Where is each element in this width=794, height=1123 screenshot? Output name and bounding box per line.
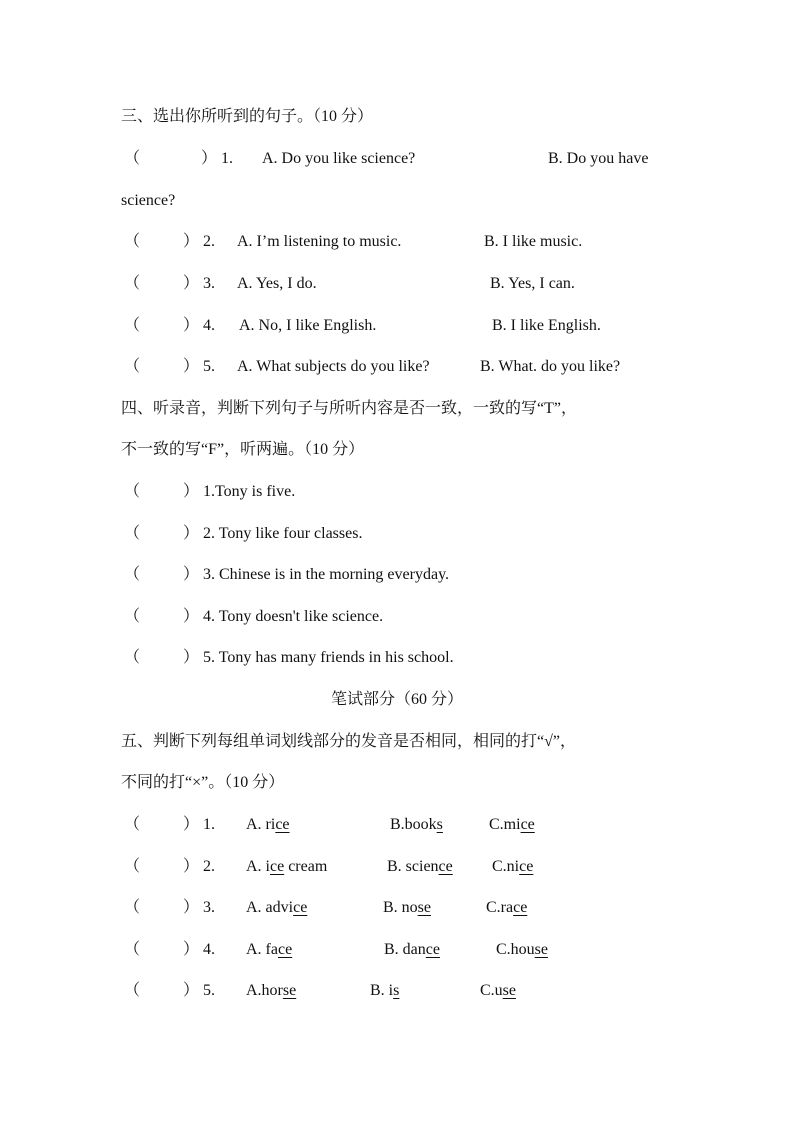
answer-close-paren: ） — [201, 150, 218, 167]
s5-group-5 — [0, 981, 794, 1001]
word-b — [390, 815, 443, 835]
option-b: B. I like English. — [492, 317, 601, 334]
answer-close-paren: ） — [183, 275, 200, 292]
option-a: A. Do you like science? — [262, 150, 416, 167]
answer-close-paren: ） — [183, 608, 200, 625]
answer-close-paren: ） — [183, 941, 200, 958]
underlined-part: ce — [425, 941, 440, 958]
s5-group-3 — [0, 898, 794, 918]
word-text: A. ri — [246, 816, 276, 833]
word-c — [496, 940, 548, 960]
statement-text: 3. Chinese is in the morning everyday. — [203, 566, 450, 583]
answer-open-paren: （ — [124, 858, 141, 875]
word-text: B. no — [383, 899, 418, 916]
s4-statement-4 — [0, 607, 794, 627]
answer-close-paren: ） — [183, 899, 200, 916]
word-text: A. advi — [246, 899, 294, 916]
s5-group-2 — [0, 857, 794, 877]
answer-open-paren: （ — [124, 275, 141, 292]
underlined-part: se — [534, 941, 548, 958]
answer-open-paren: （ — [124, 358, 141, 375]
statement-text: 4. Tony doesn't like science. — [203, 608, 384, 625]
word-text: C.u — [480, 982, 503, 999]
word-a — [246, 815, 290, 835]
underlined-part: ce — [275, 816, 290, 833]
s3-question-1-continued: science? — [121, 192, 176, 209]
question-number: 5. — [203, 982, 215, 999]
word-c — [489, 815, 535, 835]
s3-question-4 — [0, 316, 794, 336]
option-a: A. What subjects do you like? — [237, 358, 430, 375]
option-a: A. No, I like English. — [239, 317, 377, 334]
underlined-part: ce — [519, 858, 534, 875]
answer-close-paren: ） — [183, 982, 200, 999]
word-text: A.hor — [246, 982, 283, 999]
answer-close-paren: ） — [183, 317, 200, 334]
answer-open-paren: （ — [124, 941, 141, 958]
word-text: B.book — [390, 816, 437, 833]
question-number: 1. — [221, 150, 233, 167]
answer-open-paren: （ — [124, 982, 141, 999]
s3-question-5 — [0, 357, 794, 377]
s3-question-3 — [0, 274, 794, 294]
word-a — [246, 940, 292, 960]
statement-text: 1.Tony is five. — [203, 483, 296, 500]
underlined-part: se — [417, 899, 431, 916]
underlined-part: ce — [438, 858, 453, 875]
word-c — [480, 981, 516, 1001]
question-number: 3. — [203, 275, 215, 292]
word-text: C.ni — [492, 858, 520, 875]
s3-question-1 — [0, 149, 794, 169]
underlined-part: s — [393, 982, 400, 999]
answer-close-paren: ） — [183, 858, 200, 875]
answer-close-paren: ） — [183, 358, 200, 375]
word-text: C.ra — [486, 899, 514, 916]
underlined-part: ce — [520, 816, 535, 833]
section5-title-line1: 五、判断下列每组单词划线部分的发音是否相同，相同的打“√”， — [121, 733, 576, 750]
question-number: 3. — [203, 899, 215, 916]
word-text: C.hou — [496, 941, 535, 958]
underlined-part: ce — [270, 858, 285, 875]
word-b — [370, 981, 399, 1001]
written-part-heading: 笔试部分（60 分） — [330, 691, 463, 708]
underlined-part: se — [502, 982, 516, 999]
word-text: B. scien — [387, 858, 439, 875]
answer-close-paren: ） — [183, 649, 200, 666]
answer-open-paren: （ — [124, 566, 141, 583]
option-a: A. Yes, I do. — [237, 275, 317, 292]
question-number: 2. — [203, 858, 215, 875]
question-number: 5. — [203, 358, 215, 375]
question-number: 4. — [203, 317, 215, 334]
word-a — [246, 898, 307, 918]
word-b — [383, 898, 431, 918]
statement-text: 2. Tony like four classes. — [203, 525, 363, 542]
underlined-part: se — [282, 982, 297, 999]
underlined-part: ce — [513, 899, 528, 916]
section5-title-line2: 不同的打“×”。（10 分） — [121, 774, 285, 791]
s3-question-2 — [0, 232, 794, 252]
word-a — [246, 981, 296, 1001]
word-c — [486, 898, 527, 918]
option-b: B. What. do you like? — [480, 358, 621, 375]
word-b — [384, 940, 440, 960]
answer-open-paren: （ — [124, 649, 141, 666]
answer-open-paren: （ — [124, 317, 141, 334]
section4-title-line2: 不一致的写“F”，听两遍。（10 分） — [121, 441, 365, 458]
word-a — [246, 857, 327, 877]
option-b: B. Do you have — [548, 150, 649, 167]
answer-open-paren: （ — [124, 233, 141, 250]
question-number: 1. — [203, 816, 215, 833]
answer-open-paren: （ — [124, 483, 141, 500]
word-text: cream — [284, 858, 328, 875]
question-number: 4. — [203, 941, 215, 958]
answer-open-paren: （ — [124, 525, 141, 542]
answer-close-paren: ） — [183, 525, 200, 542]
answer-open-paren: （ — [124, 608, 141, 625]
s4-statement-3 — [0, 565, 794, 585]
underlined-part: ce — [277, 941, 293, 958]
s5-group-4 — [0, 940, 794, 960]
question-number: 2. — [203, 233, 215, 250]
word-text: B. i — [370, 982, 394, 999]
answer-close-paren: ） — [183, 816, 200, 833]
answer-open-paren: （ — [124, 899, 141, 916]
word-text: C.mi — [489, 816, 521, 833]
word-text: A. i — [246, 858, 270, 875]
answer-close-paren: ） — [183, 483, 200, 500]
statement-text: 5. Tony has many friends in his school. — [203, 649, 454, 666]
s4-statement-2 — [0, 524, 794, 544]
option-b: B. Yes, I can. — [490, 275, 575, 292]
s4-statement-5 — [0, 648, 794, 668]
word-b — [387, 857, 453, 877]
option-a: A. I’m listening to music. — [237, 233, 402, 250]
underlined-part: ce — [293, 899, 308, 916]
underlined-part: s — [436, 816, 443, 833]
option-b: B. I like music. — [484, 233, 583, 250]
section4-title-line1: 四、听录音，判断下列句子与所听内容是否一致，一致的写“T”， — [121, 400, 577, 417]
s5-group-1 — [0, 815, 794, 835]
word-text: A. fa — [246, 941, 278, 958]
answer-close-paren: ） — [183, 233, 200, 250]
section3-title: 三、选出你所听到的句子。（10 分） — [121, 108, 374, 125]
answer-open-paren: （ — [124, 150, 141, 167]
s4-statement-1 — [0, 482, 794, 502]
answer-close-paren: ） — [183, 566, 200, 583]
answer-open-paren: （ — [124, 816, 141, 833]
word-c — [492, 857, 533, 877]
word-text: B. dan — [384, 941, 426, 958]
